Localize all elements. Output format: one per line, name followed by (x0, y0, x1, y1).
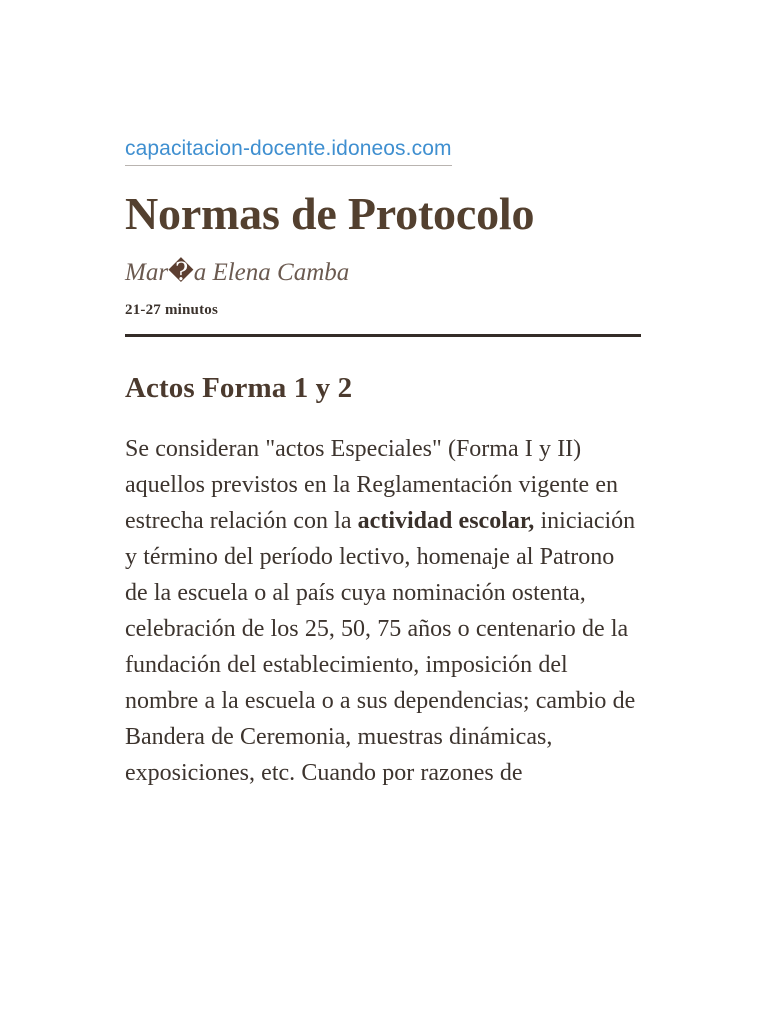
source-domain-container (125, 136, 641, 166)
header-divider (125, 334, 641, 337)
article-byline (125, 258, 641, 288)
byline-suffix-text: a Elena Camba (193, 259, 350, 286)
paragraph-text-part-2: iniciación y término del período lectivo, homenaje al Patrono de la escuela o al país cuya nominación ostenta, celebración de los 25, 50, 75 años o centenario de la fundación del establecimiento, imposición del nombre a la escuela o a sus dependencias; cambio de Bandera de Ceremonia, muestras dinámicas, exposiciones, etc. Cuando por razones de (125, 508, 636, 786)
replacement-character-glyph: � (168, 259, 194, 286)
body-paragraph (125, 431, 641, 791)
paragraph-text-part-1: Se consideran "actos Especiales" (Forma I y II) aquellos previstos en la Reglamentación vigente en estrecha relación con la (125, 436, 619, 534)
paragraph-bold-emphasis: actividad escolar, (357, 508, 535, 534)
byline-prefix-text: Mar (125, 259, 169, 286)
article-title: Normas de Protocolo (125, 188, 535, 239)
reading-time-estimate: 21-27 minutos (125, 302, 219, 318)
reader-content-column (125, 136, 641, 791)
section-heading: Actos Forma 1 y 2 (125, 372, 353, 404)
source-domain-link[interactable]: capacitacion-docente.idoneos.com (125, 136, 452, 166)
